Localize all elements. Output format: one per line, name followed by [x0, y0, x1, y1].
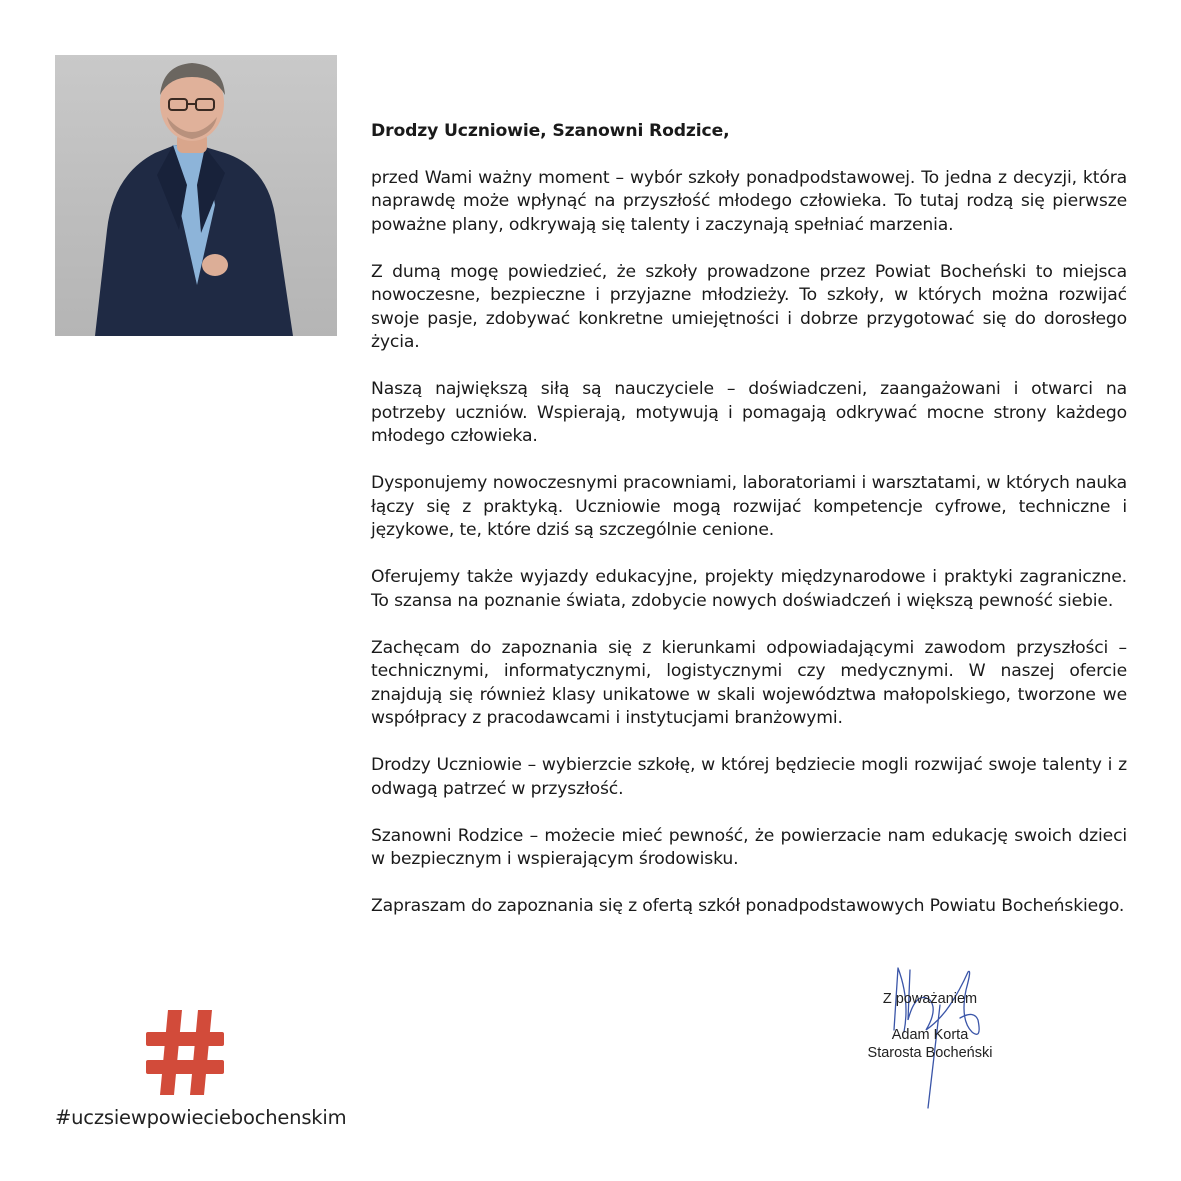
hashtag-icon [146, 1010, 224, 1095]
hashtag-text: #uczsiewpowieciebochenskim [55, 1106, 347, 1129]
letter-greeting: Drodzy Uczniowie, Szanowni Rodzice, [371, 121, 730, 141]
signature-title: Starosta Bocheński [867, 1045, 993, 1061]
letter-paragraph: Drodzy Uczniowie – wybierzcie szkołę, w której będziecie mogli rozwijać swoje talenty i z odwagą patrzeć w przyszłość. [371, 755, 1127, 799]
signature-closing: Z poważaniem [882, 991, 978, 1007]
letter-paragraph: Zapraszam do zapoznania się z ofertą szkół ponadpodstawowych Powiatu Bocheńskiego. [371, 896, 1125, 916]
letter-paragraph: Dysponujemy nowoczesnymi pracowniami, laboratoriami i warsztatami, w których nauka łączy się z praktyką. Uczniowie mogą rozwijać kompetencje cyfrowe, techniczne i językowe, te, które dziś są szczególnie cenione. [371, 473, 1127, 540]
letter-paragraph: Szanowni Rodzice – możecie mieć pewność, że powierzacie nam edukację swoich dzieci w bezpiecznym i wspierającym środowisku. [371, 825, 1127, 869]
letter-paragraph: Zachęcam do zapoznania się z kierunkami odpowiadającymi zawodom przyszłości – technicznymi, informatycznymi, logistycznymi czy medycznymi. W naszej ofercie znajdują się również klasy unikatowe w skali województwa małopolskiego, tworzone we współpracy z pracodawcami i instytucjami branżowymi. [371, 637, 1127, 728]
signature-block [840, 990, 1020, 1062]
signature-name: Adam Korta [891, 1027, 969, 1043]
letter-body [371, 120, 1127, 942]
letter-paragraph: Naszą największą siłą są nauczyciele – doświadczeni, zaangażowani i otwarci na potrzeby uczniów. Wspierają, motywują i pomagają odkrywać mocne strony każdego młodego człowieka. [371, 379, 1127, 446]
letter-paragraph: Oferujemy także wyjazdy edukacyjne, projekty międzynarodowe i praktyki zagraniczne. To szansa na poznanie świata, zdobycie nowych doświadczeń i większą pewność siebie. [371, 567, 1127, 611]
letter-paragraph: przed Wami ważny moment – wybór szkoły ponadpodstawowej. To jedna z decyzji, która naprawdę może wpłynąć na przyszłość młodego człowieka. To tutaj rodzą się pierwsze poważne plany, odkrywają się talenty i zaczynają spełniać marzenia. [371, 167, 1127, 235]
letter-paragraph: Z dumą mogę powiedzieć, że szkoły prowadzone przez Powiat Bocheński to miejsca nowoczesne, bezpieczne i przyjazne młodzieży. To szkoły, w których można rozwijać swoje pasje, zdobywać konkretne umiejętności i dobrze przygotować się do dorosłego życia. [371, 261, 1127, 352]
portrait-illustration [55, 55, 337, 336]
portrait-photo [55, 55, 337, 336]
